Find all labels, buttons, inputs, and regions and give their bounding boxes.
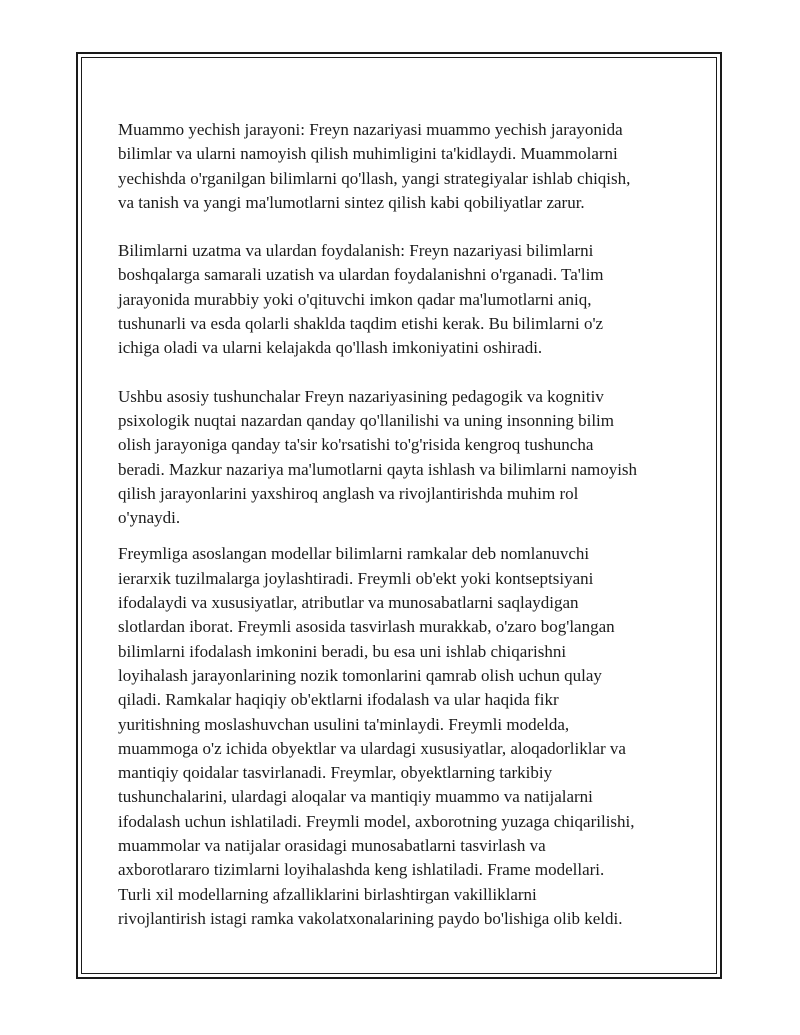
paragraph-knowledge-transfer: Bilimlarni uzatma va ulardan foydalanish: Freyn nazariyasi bilimlarni boshqalarga samarali uzatish va ulardan foydalanishni o'rganadi. Ta'lim jarayonida murabbiy yoki o'qituvchi imkon qadar ma'lumotlarni aniq, tushunarli va esda qolarli shaklda taqdim etishi kerak. Bu bilimlarni o'z ichiga oladi va ularni kelajakda qo'llash imkoniyatini oshiradi. — [118, 241, 604, 358]
paragraph-frame-models: Freymliga asoslangan modellar bilimlarni ramkalar deb nomlanuvchi ierarxik tuzilmalarga joylashtiradi. Freymli ob'ekt yoki kontseptsiyani ifodalaydi va xususiyatlar, atributlar va munosabatlarni saqlaydigan slotlardan iborat. Freymli asosida tasvirlash murakkab, o'zaro bog'langan bilimlarni ifodalash imkonini beradi, bu esa uni ishlab chiqarishni loyihalash jarayonlarining nozik tomonlarini qamrab olish uchun qulay qiladi. Ramkalar haqiqiy ob'ektlarni ifodalash va ular haqida fikr yuritishning moslashuvchan usulini ta'minlaydi. Freymli modelda, muammoga o'z ichida obyektlar va ulardagi xususiyatlar, aloqadorliklar va mantiqiy qoidalar tasvirlanadi. Freymlar, obyektlarning tarkibiy tushunchalarini, ulardagi aloqalar va mantiqiy muammo va natijalarni ifodalash uchun ishlatiladi. Freymli model, axborotning yuzaga chiqarilishi, muammolar va natijalar orasidagi munosabatlarni tasvirlash va axborotlararo tizimlarni loyihalashda keng ishlatiladi. Frame modellari. Turli xil modellarning afzalliklarini birlashtirgan vakilliklarni rivojlantirish istagi ramka vakolatxonalarining paydo bo'lishiga olib keldi. — [118, 544, 635, 928]
paragraph-spacer — [118, 361, 693, 385]
paragraph-spacer — [118, 530, 693, 542]
paragraph-spacer — [118, 215, 693, 239]
paragraph-problem-solving: Muammo yechish jarayoni: Freyn nazariyasi muammo yechish jarayonida bilimlar va ularni namoyish qilish muhimligini ta'kidlaydi. Muammolarni yechishda o'rganilgan bilimlarni qo'llash, yangi strategiyalar ishlab chiqish, va tanish va yangi ma'lumotlarni sintez qilish kabi qobiliyatlar zarur. — [118, 120, 631, 212]
document-body — [118, 118, 693, 931]
paragraph-core-concepts: Ushbu asosiy tushunchalar Freyn nazariyasining pedagogik va kognitiv psixologik nuqtai nazardan qanday qo'llanilishi va uning insonning bilim olish jarayoniga qanday ta'sir ko'rsatishi to'g'risida kengroq tushuncha beradi. Mazkur nazariya ma'lumotlarni qayta ishlash va bilimlarni namoyish qilish jarayonlarini yaxshiroq anglash va rivojlantirishda muhim rol o'ynaydi. — [118, 386, 638, 528]
